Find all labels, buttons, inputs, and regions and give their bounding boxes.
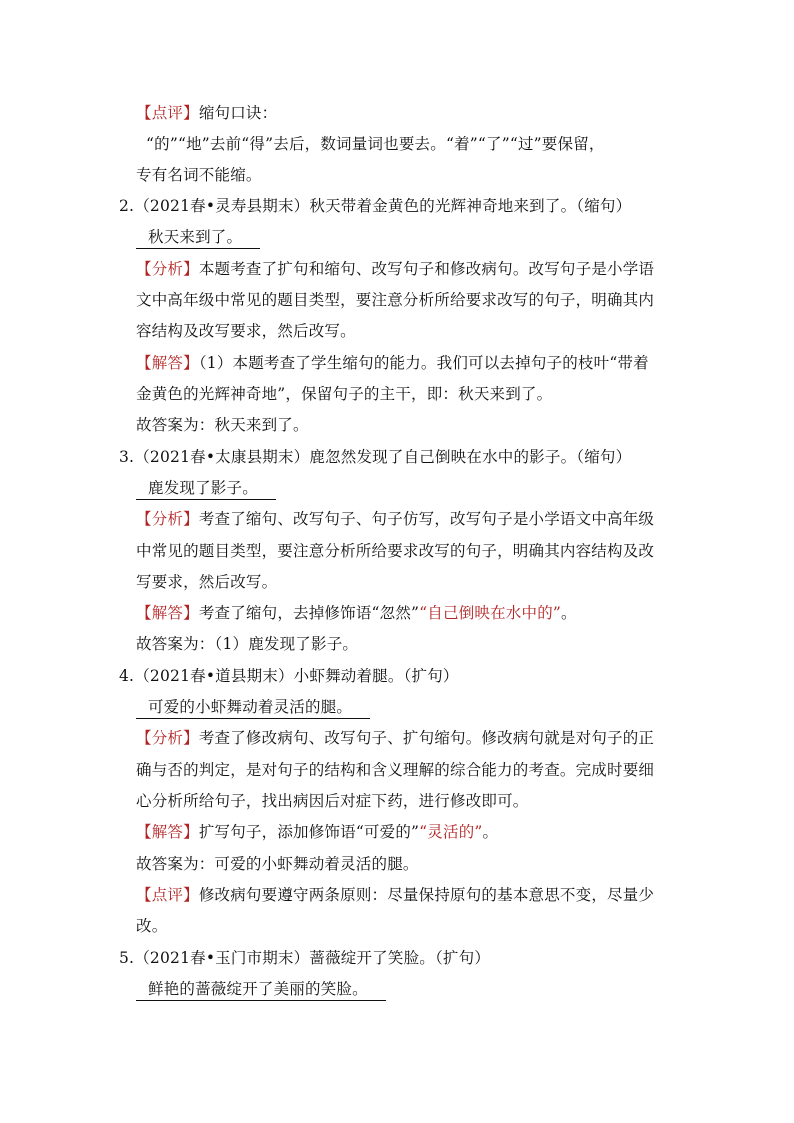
solution-label: 【解答】 (136, 604, 199, 622)
comment-4-line: 改。 (136, 917, 168, 935)
solution-2-line: 金黄色的光辉神奇地”，保留句子的主干，即：秋天来到了。 (136, 385, 553, 403)
analysis-2-line: 容结构及改写要求，然后改写。 (136, 322, 356, 340)
analysis-3 (136, 508, 654, 530)
analysis-2 (136, 258, 654, 280)
final-answer-4: 故答案为：可爱的小虾舞动着灵活的腿。 (136, 855, 419, 873)
analysis-text: 考查了修改病句、改写句子、扩句缩句。修改病句就是对句子的正 (198, 729, 655, 747)
answer-5 (136, 978, 386, 1001)
analysis-label: 【分析】 (136, 510, 199, 528)
comment-body-line: “的”“地”去前“得”去后，数词量词也要去。“着”“了”“过”要保留， (146, 135, 605, 153)
comment-label: 【点评】 (136, 886, 199, 904)
question-4: 4.（2021春•道县期末）小虾舞动着腿。（扩句） (119, 667, 459, 685)
answer-5-text: 鲜艳的蔷薇绽开了美丽的笑脸。 (136, 978, 386, 1001)
answer-2-text: 秋天来到了。 (136, 226, 260, 249)
comment-label: 【点评】 (136, 104, 199, 122)
answer-3-text: 鹿发现了影子。 (136, 477, 276, 500)
question-2: 2.（2021春•灵寿县期末）秋天带着金黄色的光辉神奇地来到了。（缩句） (119, 197, 632, 215)
solution-highlight: “灵活的” (419, 823, 483, 841)
comment-text: 缩句口诀： (198, 104, 278, 122)
comment-text: 修改病句要遵守两条原则：尽量保持原句的基本意思不变，尽量少 (198, 886, 655, 904)
question-3: 3.（2021春•太康县期末）鹿忽然发现了自己倒映在水中的影子。（缩句） (119, 448, 632, 466)
solution-label: 【解答】 (136, 823, 199, 841)
analysis-4-line: 确与否的判定，是对句子的结构和含义理解的综合能力的考查。完成时要细 (136, 761, 655, 779)
solution-4 (136, 821, 498, 843)
comment-line (136, 102, 277, 124)
solution-label: 【解答】 (136, 354, 199, 372)
final-answer-2: 故答案为：秋天来到了。 (136, 416, 309, 434)
final-answer-3: 故答案为：（1）鹿发现了影子。 (136, 635, 359, 653)
solution-end: 。 (482, 823, 499, 841)
answer-4 (136, 696, 370, 719)
analysis-4-line: 心分析所给句子，找出病因后对症下药，进行修改即可。 (136, 792, 529, 810)
analysis-4 (136, 727, 654, 749)
analysis-2-line: 文中高年级中常见的题目类型，要注意分析所给要求改写的句子，明确其内 (136, 291, 655, 309)
comment-4 (136, 884, 654, 906)
answer-4-text: 可爱的小虾舞动着灵活的腿。 (136, 696, 370, 719)
analysis-text: 考查了缩句、改写句子、句子仿写，改写句子是小学语文中高年级 (198, 510, 655, 528)
solution-text: 扩写句子，添加修饰语“可爱的” (198, 823, 420, 841)
question-5: 5.（2021春•玉门市期末）蔷薇绽开了笑脸。（扩句） (119, 949, 491, 967)
comment-body-line: 专有名词不能缩。 (136, 166, 262, 184)
answer-3 (136, 477, 276, 500)
solution-text: 考查了缩句，去掉修饰语“忽然” (198, 604, 420, 622)
answer-2 (136, 226, 260, 249)
solution-highlight: “自己倒映在水中的” (419, 604, 562, 622)
analysis-text: 本题考查了扩句和缩句、改写句子和修改病句。改写句子是小学语 (198, 260, 655, 278)
solution-3 (136, 602, 577, 624)
solution-end: 。 (561, 604, 577, 622)
analysis-label: 【分析】 (136, 729, 199, 747)
solution-2 (136, 352, 649, 374)
analysis-label: 【分析】 (136, 260, 199, 278)
analysis-3-line: 写要求，然后改写。 (136, 573, 278, 591)
analysis-3-line: 中常见的题目类型，要注意分析所给要求改写的句子，明确其内容结构及改 (136, 542, 655, 560)
solution-text: （1）本题考查了学生缩句的能力。我们可以去掉句子的枝叶“带着 (198, 354, 649, 372)
